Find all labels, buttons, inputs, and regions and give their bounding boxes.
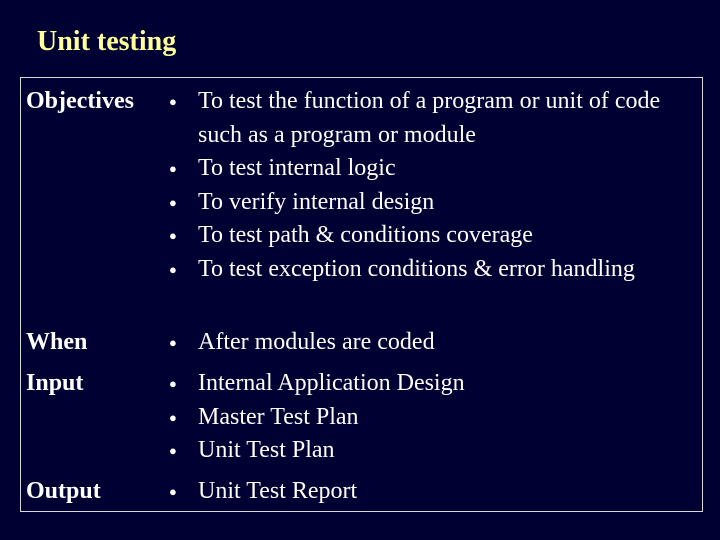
bullet-icon: ● xyxy=(169,194,177,210)
row-label: Output xyxy=(26,478,101,504)
list-item: ● Master Test Plan xyxy=(163,401,702,435)
when-list xyxy=(163,326,702,360)
bullet-icon: ● xyxy=(169,335,177,350)
row-label: Input xyxy=(26,370,84,396)
bullet-icon: ● xyxy=(169,94,177,109)
list-item: ● Unit Test Plan xyxy=(163,434,702,468)
list-item: ● To test path & conditions coverage xyxy=(163,219,702,253)
bullet-icon: ● xyxy=(169,376,177,391)
output-list xyxy=(163,475,702,509)
list-item: ● To test exception conditions & error handling xyxy=(163,253,702,287)
list-item: ● Unit Test Report xyxy=(163,475,702,509)
bullet-icon: ● xyxy=(169,228,177,243)
bullet-icon: ● xyxy=(169,261,177,277)
list-item: ● To test internal logic xyxy=(163,152,702,186)
bullet-icon: ● xyxy=(169,409,177,425)
list-item: ● After modules are coded xyxy=(163,326,702,360)
list-item: ● Internal Application Design xyxy=(163,367,702,401)
unit-testing-table xyxy=(20,77,703,512)
slide-title: Unit testing xyxy=(37,26,177,57)
list-item: ● To verify internal design xyxy=(163,186,702,220)
row-label: Objectives xyxy=(26,88,134,114)
bullet-icon: ● xyxy=(169,484,177,499)
list-item: ● To test the function of a program or unit of code such as a program or module xyxy=(163,85,702,152)
objectives-list xyxy=(163,85,702,286)
input-list xyxy=(163,367,702,468)
row-label: When xyxy=(26,329,88,355)
bullet-icon: ● xyxy=(169,161,177,176)
bullet-icon: ● xyxy=(169,443,177,458)
